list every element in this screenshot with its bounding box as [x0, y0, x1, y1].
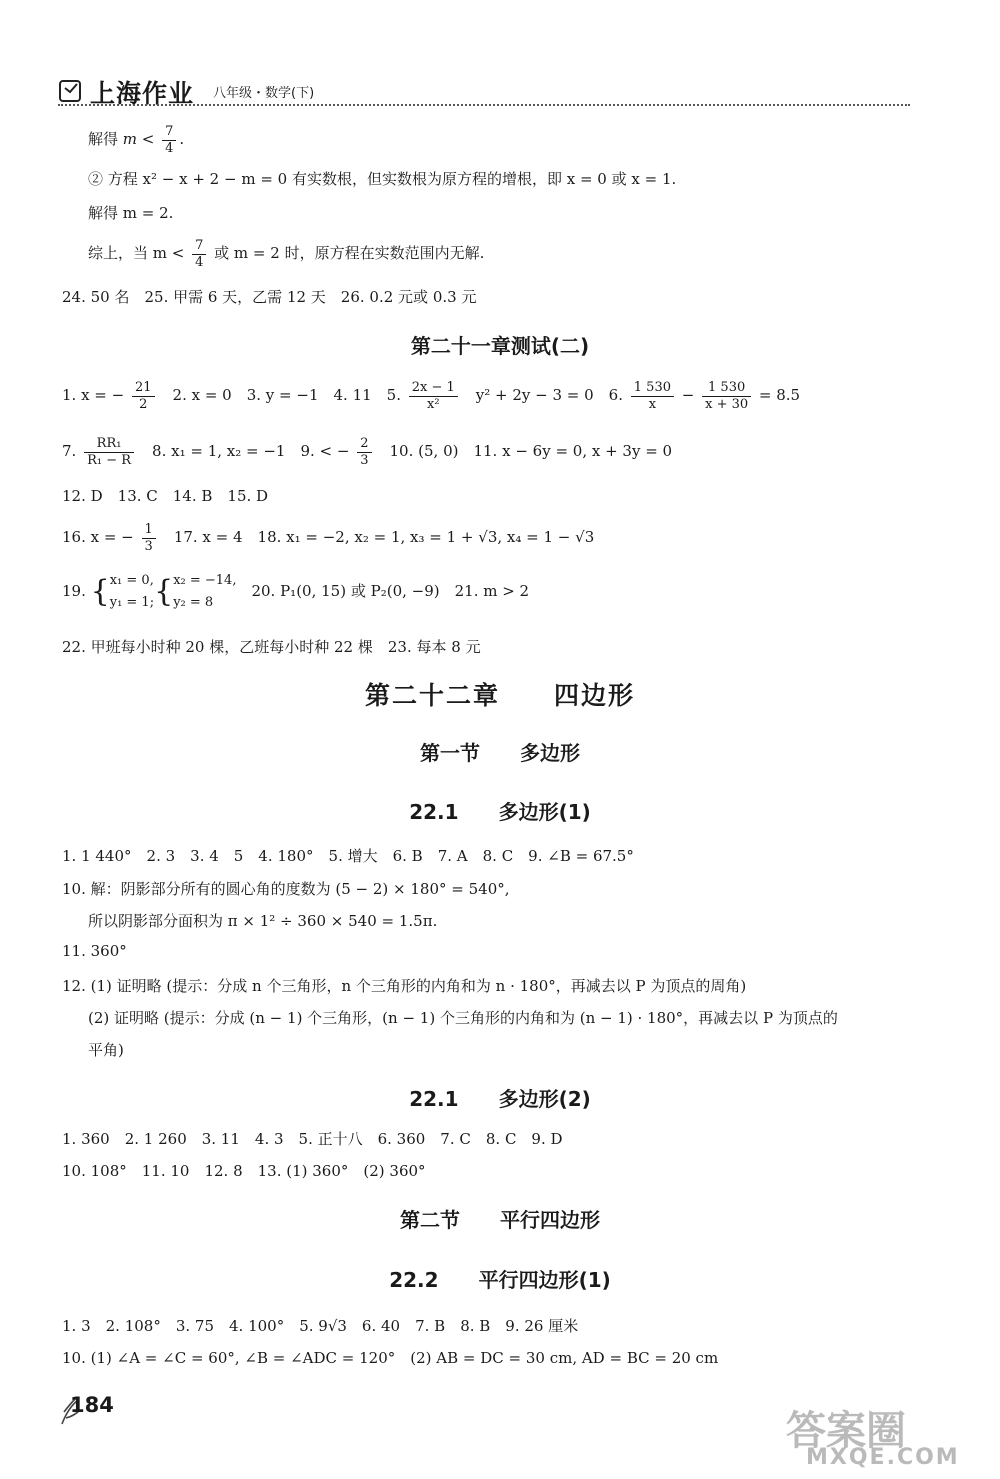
answer-line: 平角) — [88, 1041, 124, 1059]
answer-line: 7. $\frac{\text{RR₁}}{\text{R₁ − R}}$ 8. x₁ = 1, x₂ = −1 9. < − $\frac{2}{3}$ 10. (5, 0) 11. x − 6y = 0, x + 3y = 0 — [62, 436, 673, 468]
book-logo-icon — [58, 78, 84, 104]
page-header — [58, 74, 908, 108]
site-watermark — [786, 1399, 976, 1469]
answer-line: ② 方程 x² − x + 2 − m = 0 有实数根，但实数根为原方程的增根，即 x = 0 或 x = 1. — [88, 170, 677, 188]
answer-line: 19. {x₁ = 0, y₁ = 1;{x₂ = −14, y₂ = 8 20. P₁(0, 15) 或 P₂(0, −9) 21. m > 2 — [62, 573, 530, 610]
answer-line: 10. 108° 11. 10 12. 8 13. (1) 360° (2) 360° — [62, 1162, 426, 1180]
answer-line: 16. x = − $\frac{1}{3}$ 17. x = 4 18. x₁ = −2, x₂ = 1, x₃ = 1 + √3, x₄ = 1 − √3 — [62, 522, 595, 554]
answer-line: 22. 甲班每小时种 20 棵，乙班每小时种 22 棵 23. 每本 8 元 — [62, 638, 481, 656]
answer-line: (2) 证明略 (提示：分成 (n − 1) 个三角形，(n − 1) 个三角形的内角和为 (n − 1) · 180°，再减去以 P 为顶点的 — [88, 1009, 838, 1027]
brand-title: 上海作业 — [90, 79, 195, 108]
answer-line: 解得 m < $\frac{7}{4}$ . — [88, 124, 185, 156]
answer-line: 1. 360 2. 1 260 3. 11 4. 3 5. 正十八 6. 360 7. C 8. C 9. D — [62, 1130, 563, 1148]
chapter-heading: 第二十二章 四边形 — [364, 681, 635, 710]
answer-line: 12. D 13. C 14. B 15. D — [62, 487, 269, 505]
answer-line: 10. (1) ∠A = ∠C = 60°, ∠B = ∠ADC = 120° (2) AB = DC = 30 cm, AD = BC = 20 cm — [62, 1349, 719, 1367]
grade-subject: 八年级・数学(下) — [213, 86, 315, 101]
subsection-heading: 22.1 多边形(2) — [409, 1087, 591, 1111]
answer-line: 综上，当 m < $\frac{7}{4}$ 或 m = 2 时，原方程在实数范围内无解. — [88, 238, 485, 270]
answer-line: 24. 50 名 25. 甲需 6 天，乙需 12 天 26. 0.2 元或 0.3 元 — [62, 288, 477, 306]
header-divider — [58, 104, 910, 106]
answer-line: 10. 解：阴影部分所有的圆心角的度数为 (5 − 2) × 180° = 540°, — [62, 880, 510, 898]
answer-line: 12. (1) 证明略 (提示：分成 n 个三角形，n 个三角形的内角和为 n · 180°，再减去以 P 为顶点的周角) — [62, 977, 747, 995]
section-heading: 第一节 多边形 — [420, 741, 580, 765]
subsection-heading: 22.2 平行四边形(1) — [389, 1268, 611, 1292]
fraction: $\frac{7}{4}$ — [162, 124, 176, 156]
answer-line: 1. 1 440° 2. 3 3. 4 5 4. 180° 5. 增大 6. B 7. A 8. C 9. ∠B = 67.5° — [62, 847, 634, 865]
section-heading: 第二十一章测试(二) — [410, 334, 590, 358]
fraction: $\frac{7}{4}$ — [192, 238, 206, 270]
page-number: 184 — [70, 1393, 114, 1417]
section-heading: 第二节 平行四边形 — [400, 1208, 600, 1232]
watermark-url: MXQE.COM — [806, 1445, 960, 1470]
subsection-heading: 22.1 多边形(1) — [409, 800, 591, 824]
watermark-logo: 答案圈 — [786, 1408, 906, 1454]
answer-line: 1. x = − $\frac{21}{2}$ 2. x = 0 3. y = −1 4. 11 5. $\frac{2x - 1}{\text{x²}}$ y² + 2y − 3 = 0 6. $\frac{1 530}{x}$ − $\frac{1 530}{x + 30}$ = 8.5 — [62, 380, 801, 412]
answer-line: 1. 3 2. 108° 3. 75 4. 100° 5. 9√3 6. 40 7. B 8. B 9. 26 厘米 — [62, 1317, 579, 1335]
answer-line: 解得 m = 2. — [88, 204, 174, 222]
answer-line: 所以阴影部分面积为 π × 1² ÷ 360 × 540 = 1.5π. — [88, 912, 438, 930]
answer-line: 11. 360° — [62, 942, 127, 960]
